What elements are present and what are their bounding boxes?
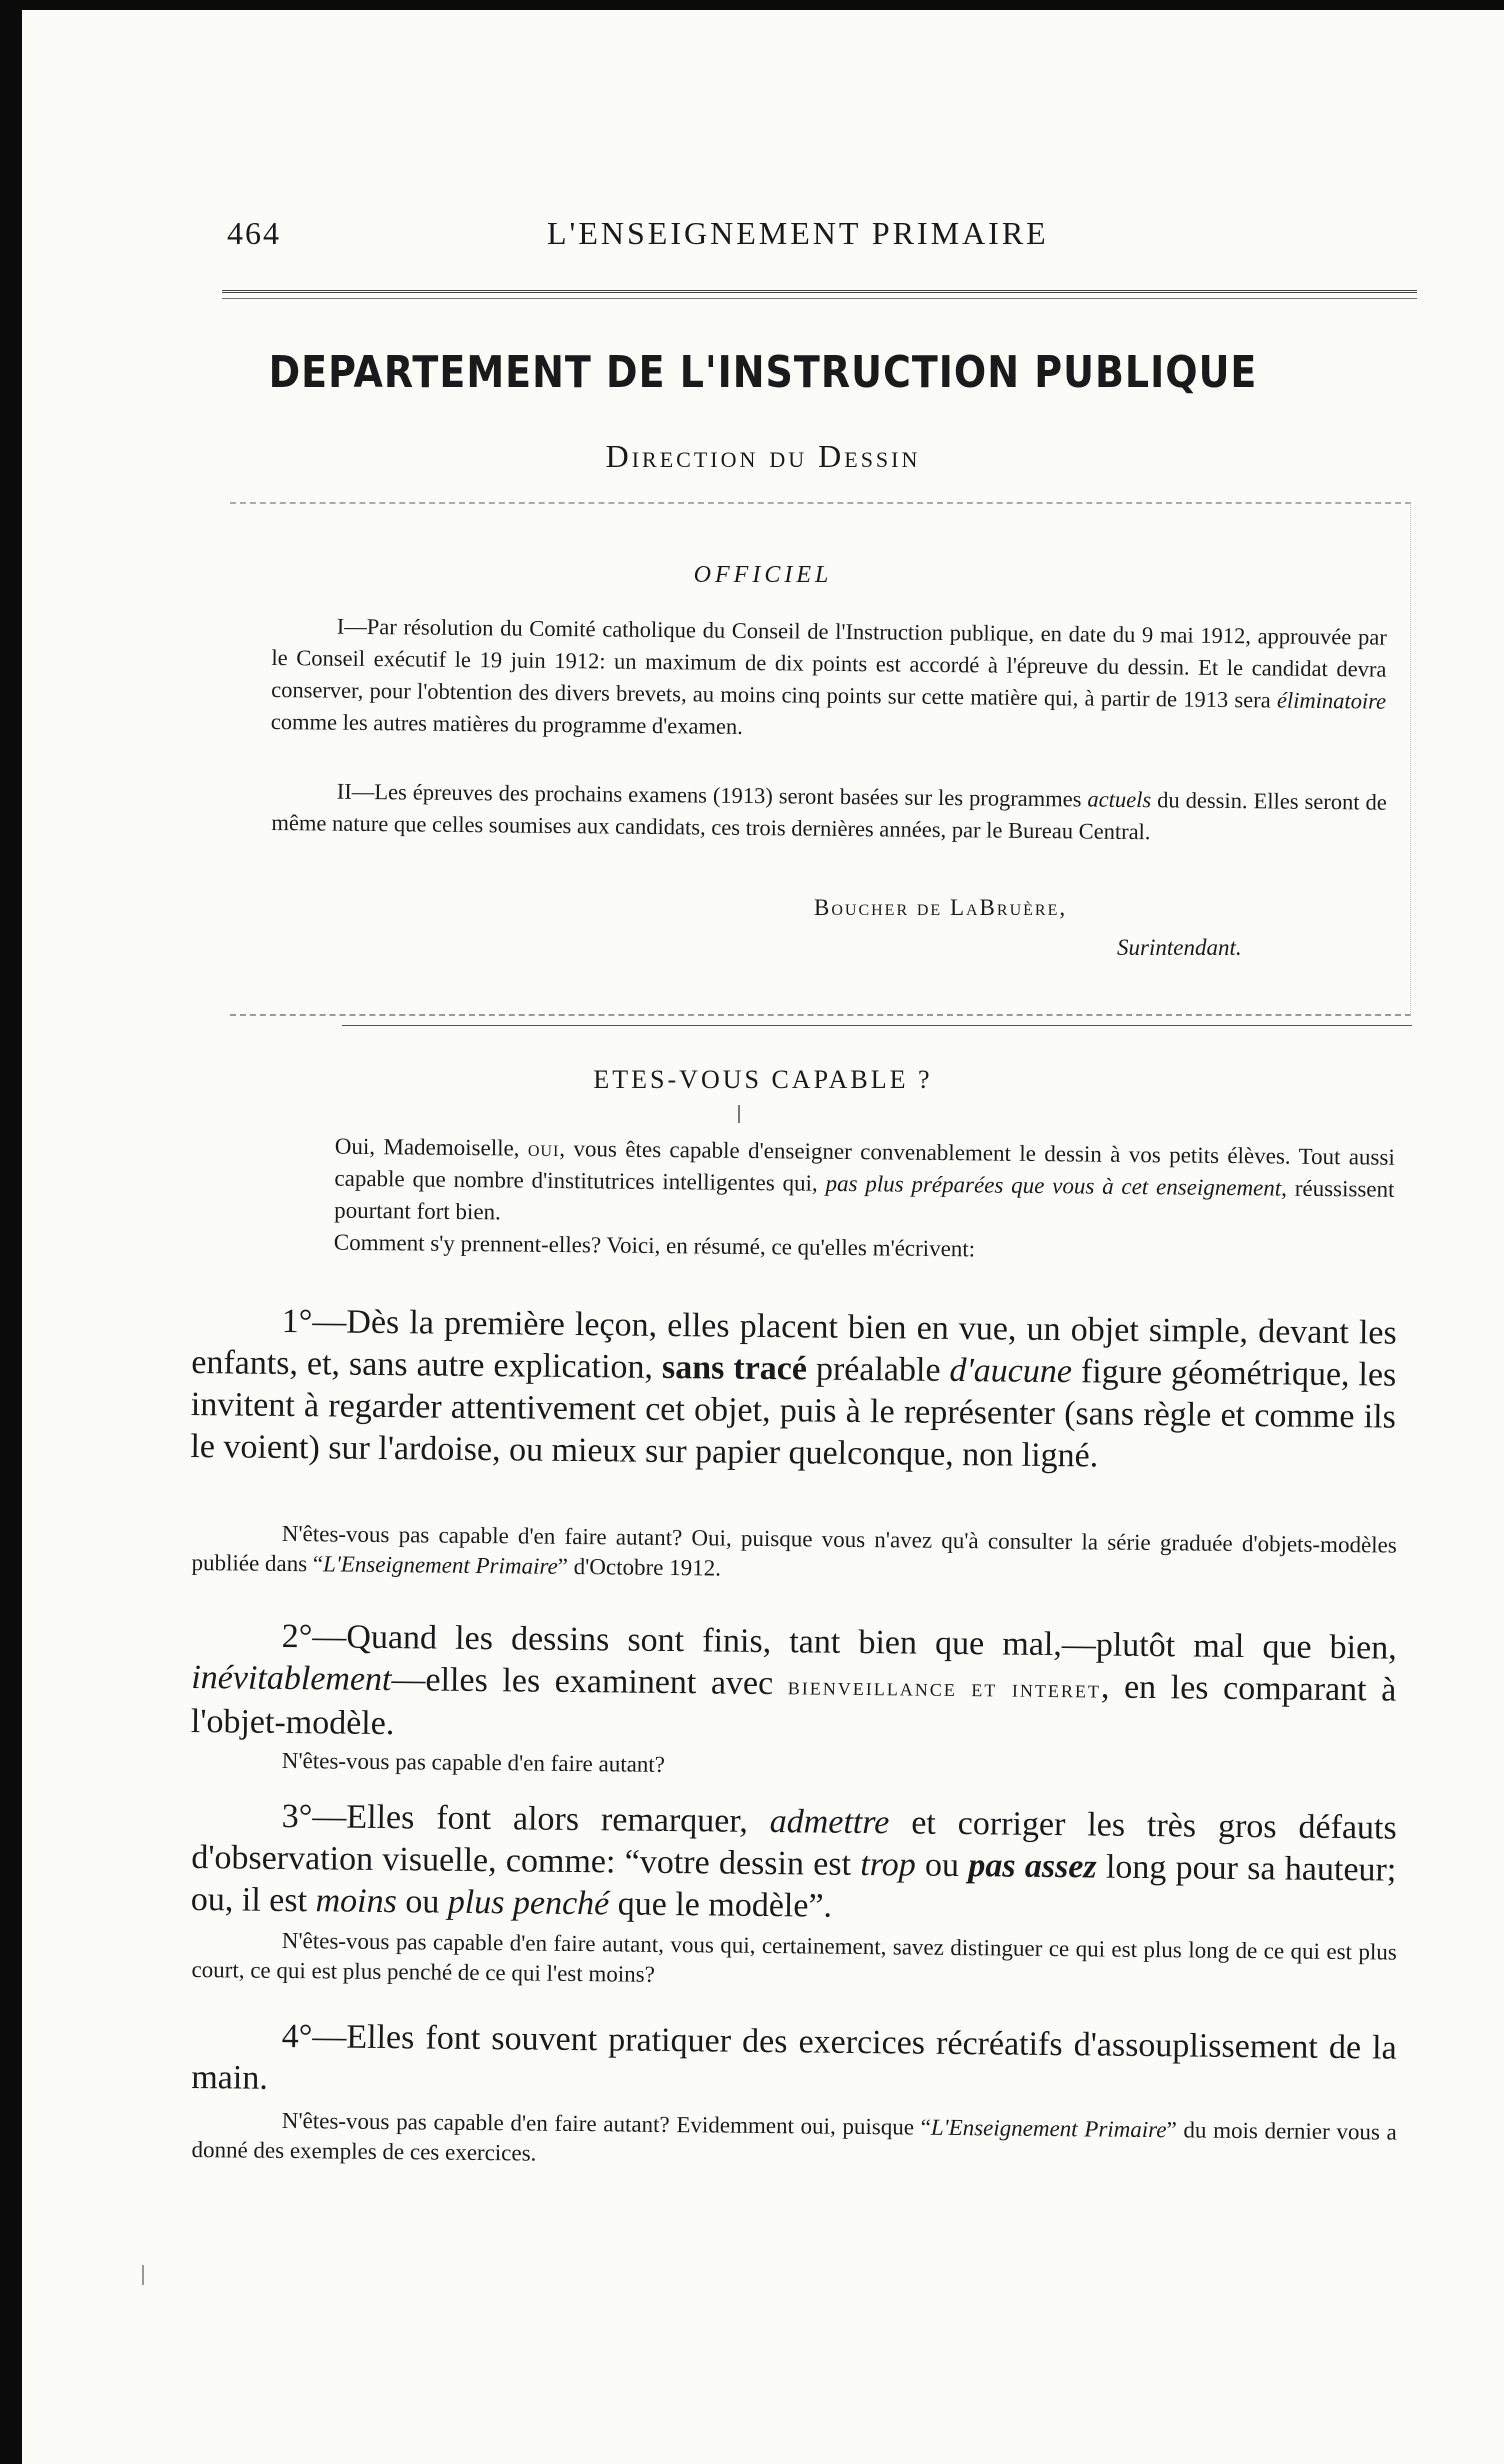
official-heading: OFFICIEL <box>693 562 833 588</box>
direction-subtitle: Direction du Dessin <box>605 438 921 474</box>
header-rule <box>222 290 1417 299</box>
running-title: L'ENSEIGNEMENT PRIMAIRE <box>547 215 1049 251</box>
item-1-answer: N'êtes-vous pas capable d'en faire autant? Oui, puisque vous n'avez qu'à consulter la série graduée d'objets-modèles publiée dans “L'Enseignement Primaire” d'Octobre 1912. <box>191 1520 1397 1581</box>
official-paragraph-2: II—Les épreuves des prochains examens (1913) seront basées sur les programmes actuels du dessin. Elles seront de même nature que celles soumises aux candidats, ces trois dernières années, par le Bureau Central. <box>271 778 1387 845</box>
item-4-answer: N'êtes-vous pas capable d'en faire autant? Evidemment oui, puisque “L'Enseignement Primaire” du mois dernier vous a donné des exemples de ces exercices. <box>191 2107 1397 2166</box>
department-title: DEPARTEMENT DE L'INSTRUCTION PUBLIQUE <box>268 346 1258 398</box>
item-2-answer: N'êtes-vous pas capable d'en faire autant? <box>281 1747 666 1777</box>
official-paragraph-1: I—Par résolution du Comité catholique du Conseil de l'Instruction publique, en date du 9 mai 1912, approuvée par le Conseil exécutif le 19 juin 1912: un maximum de dix points est accordé à l'épreuve du dessin. Et le candidat devra conserver, pour l'obtention des divers brevets, au moins cinq points sur cette matière qui, à partir de 1913 sera éliminatoire comme les autres matières du programme d'examen. <box>270 613 1387 739</box>
item-4-text: 4°—Elles font souvent pratiquer des exercices récréatifs d'assouplissement de la main. <box>191 2017 1397 2097</box>
page-number: 464 <box>227 215 281 251</box>
signature-name: Boucher de LaBruère, <box>814 895 1068 920</box>
item-2-text: 2°—Quand les dessins sont finis, tant bien que mal,—plutôt mal que bien, inévitablement—elles les examinent avec bienveillance et interet, en les comparant à l'objet-modèle. <box>190 1617 1397 1743</box>
print-mark <box>142 2265 144 2285</box>
item-3-answer: N'êtes-vous pas capable d'en faire autant, vous qui, certainement, savez distinguer ce qui est plus long de ce qui est plus court, ce qui est plus penché de ce qui l'est moins? <box>191 1927 1397 1987</box>
intro-p1: Oui, Mademoiselle, oui, vous êtes capable d'enseigner convenablement le dessin à vos petits élèves. Tout aussi capable que nombre d'institutrices intelligentes qui, pas plus préparées que vous à cet enseignement, réussissent pourtant fort bien. <box>334 1133 1395 1225</box>
intro-p2: Comment s'y prennent-elles? Voici, en résumé, ce qu'elles m'écrivent: <box>333 1229 976 1262</box>
intro-paragraph <box>269 1130 1395 1270</box>
print-mark <box>738 1105 740 1123</box>
signature-title: Surintendant. <box>1117 935 1242 960</box>
section-title: ETES-VOUS CAPABLE ? <box>593 1065 933 1094</box>
section-rule <box>342 1025 1412 1026</box>
item-1-text: 1°—Dès la première leçon, elles placent bien en vue, un objet simple, devant les enfants, et, sans autre explication, sans tracé préalable d'aucune figure géométrique, les invitent à regarder attentivement cet objet, puis à le représenter (sans règle et comme ils le voient) sur l'ardoise, ou mieux sur papier quelconque, non ligné. <box>190 1302 1397 1475</box>
document-page <box>22 10 1504 2464</box>
item-3-text: 3°—Elles font alors remarquer, admettre et corriger les très gros défauts d'observation visuelle, comme: “votre dessin est trop ou pas assez long pour sa hauteur; ou, il est moins ou plus penché que le modèle”. <box>190 1797 1397 1925</box>
